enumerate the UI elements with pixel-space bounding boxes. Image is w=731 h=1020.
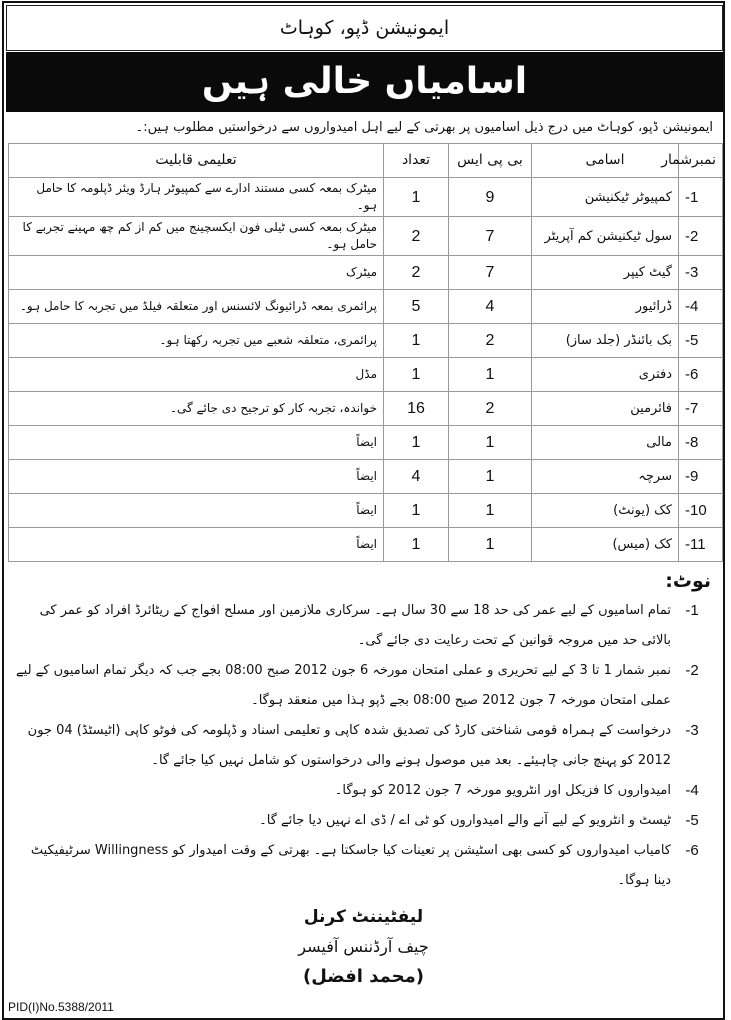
note-number: -2 — [685, 662, 699, 679]
count-cell: 1 — [384, 494, 449, 528]
post-cell: مالی — [532, 426, 679, 460]
count-cell: 4 — [384, 460, 449, 494]
bps-cell: 7 — [449, 256, 532, 290]
bps-cell: 2 — [449, 392, 532, 426]
serial-cell: -2 — [679, 217, 723, 256]
table-row — [9, 426, 723, 460]
count-cell: 1 — [384, 324, 449, 358]
header-qualification: تعلیمی قابلیت — [9, 144, 384, 178]
count-cell: 2 — [384, 217, 449, 256]
serial-cell: -4 — [679, 290, 723, 324]
pid-number: PID(I)No.5388/2011 — [8, 1000, 114, 1014]
post-cell: دفتری — [532, 358, 679, 392]
signatory-rank: لیفٹیننٹ کرنل — [303, 907, 424, 927]
qualification-cell: ایضاً — [9, 528, 384, 562]
serial-cell: -7 — [679, 392, 723, 426]
table-row — [9, 528, 723, 562]
post-cell: کک (یونٹ) — [532, 494, 679, 528]
note-number: -1 — [685, 602, 699, 619]
note-text: کامیاب امیدواروں کو کسی بھی اسٹیشن پر تعینات کیا جاسکتا ہے۔ بھرتی کے وقت امیدوار کو Willingness سرٹیفیکیٹ دینا ہوگا۔ — [30, 843, 671, 888]
table-row — [9, 217, 723, 256]
organization-title: ایمونیشن ڈپو، کوہاٹ — [6, 5, 723, 51]
bps-cell: 1 — [449, 460, 532, 494]
qualification-cell: ایضاً — [9, 460, 384, 494]
qualification-cell: میٹرک بمعہ کسی ٹیلی فون ایکسچینج میں کم از کم چھ مہینے تجربے کا حامل ہو۔ — [9, 217, 384, 256]
notes-heading: نوٹ: — [665, 570, 711, 592]
count-cell: 5 — [384, 290, 449, 324]
note-item — [12, 656, 713, 716]
serial-cell: -8 — [679, 426, 723, 460]
count-cell: 1 — [384, 426, 449, 460]
bps-cell: 4 — [449, 290, 532, 324]
serial-cell: -1 — [679, 178, 723, 217]
qualification-cell: پرائمری، متعلقہ شعبے میں تجربہ رکھتا ہو۔ — [9, 324, 384, 358]
note-number: -6 — [685, 842, 699, 859]
bps-cell: 7 — [449, 217, 532, 256]
signatory-designation: چیف آرڈننس آفیسر — [298, 937, 429, 956]
qualification-cell: میٹرک — [9, 256, 384, 290]
header-post: اسامی — [532, 144, 679, 178]
serial-cell: -6 — [679, 358, 723, 392]
serial-cell: -9 — [679, 460, 723, 494]
table-row — [9, 392, 723, 426]
header-serial: نمبرشمار — [679, 144, 723, 178]
serial-cell: -3 — [679, 256, 723, 290]
note-item — [12, 716, 713, 776]
note-number: -3 — [685, 722, 699, 739]
bps-cell: 2 — [449, 324, 532, 358]
bps-cell: 1 — [449, 528, 532, 562]
intro-text: ایمونیشن ڈپو، کوہاٹ میں درج ذیل اسامیوں پر بھرتی کے لیے اہل امیدواروں سے درخواستیں مطلوب ہیں:۔ — [135, 120, 713, 135]
advertisement-frame — [2, 1, 725, 1020]
note-item — [12, 776, 713, 806]
qualification-cell: ایضاً — [9, 494, 384, 528]
serial-cell: -5 — [679, 324, 723, 358]
header-count: تعداد — [384, 144, 449, 178]
note-text: درخواست کے ہمراہ قومی شناختی کارڈ کی تصدیق شدہ کاپی و تعلیمی اسناد و ڈپلومہ کی فوٹو کاپی (اٹیسٹڈ) 04 جون 2012 کو پہنچ جانی چاہیئے۔ بعد میں موصول ہونے والی درخواستوں کو شامل نہیں کیا جائے گا۔ — [27, 723, 671, 768]
note-text: امیدواروں کا فزیکل اور انٹرویو مورخہ 7 جون 2012 کو ہوگا۔ — [334, 783, 671, 798]
count-cell: 1 — [384, 358, 449, 392]
post-cell: سرچہ — [532, 460, 679, 494]
header-bps: بی پی ایس — [449, 144, 532, 178]
table-header-row — [9, 144, 723, 178]
post-cell: بک بائنڈر (جلد ساز) — [532, 324, 679, 358]
post-cell: ڈرائیور — [532, 290, 679, 324]
qualification-cell: میٹرک بمعہ کسی مستند ادارے سے کمپیوٹر ہارڈ ویئر ڈپلومہ کا حامل ہو۔ — [9, 178, 384, 217]
post-cell: فائرمین — [532, 392, 679, 426]
table-row — [9, 324, 723, 358]
note-number: -4 — [685, 782, 699, 799]
serial-cell: -10 — [679, 494, 723, 528]
qualification-cell: مڈل — [9, 358, 384, 392]
note-item — [12, 806, 713, 836]
signatory-name: (محمد افضل) — [302, 966, 425, 987]
bps-cell: 1 — [449, 494, 532, 528]
note-item — [12, 596, 713, 656]
serial-cell: -11 — [679, 528, 723, 562]
vacancies-table — [8, 143, 723, 562]
note-item — [12, 836, 713, 896]
table-row — [9, 358, 723, 392]
table-row — [9, 460, 723, 494]
qualification-cell: خواندہ، تجربہ کار کو ترجیح دی جائے گی۔ — [9, 392, 384, 426]
count-cell: 2 — [384, 256, 449, 290]
note-text: تمام اسامیوں کے لیے عمر کی حد 18 سے 30 سال ہے۔ سرکاری ملازمین اور مسلح افواج کے ریٹائرڈ افراد کو عمر کی بالائی حد میں مروجہ قوانین کے تحت رعایت دی جائے گی۔ — [39, 603, 671, 648]
notes-list — [12, 596, 713, 896]
qualification-cell: ایضاً — [9, 426, 384, 460]
bps-cell: 9 — [449, 178, 532, 217]
count-cell: 1 — [384, 528, 449, 562]
bps-cell: 1 — [449, 426, 532, 460]
count-cell: 16 — [384, 392, 449, 426]
table-row — [9, 290, 723, 324]
post-cell: کمپیوٹر ٹیکنیشن — [532, 178, 679, 217]
post-cell: گیٹ کیپر — [532, 256, 679, 290]
table-row — [9, 178, 723, 217]
post-cell: سول ٹیکنیشن کم آپریٹر — [532, 217, 679, 256]
bps-cell: 1 — [449, 358, 532, 392]
table-row — [9, 494, 723, 528]
vacancies-banner: اسامیاں خالی ہیں — [6, 52, 723, 112]
table-row — [9, 256, 723, 290]
note-text: ٹیسٹ و انٹرویو کے لیے آنے والے امیدواروں کو ٹی اے / ڈی اے نہیں دیا جائے گا۔ — [259, 813, 671, 828]
count-cell: 1 — [384, 178, 449, 217]
note-number: -5 — [685, 812, 699, 829]
qualification-cell: پرائمری بمعہ ڈرائیونگ لائسنس اور متعلقہ فیلڈ میں تجربہ کا حامل ہو۔ — [9, 290, 384, 324]
post-cell: کک (میس) — [532, 528, 679, 562]
note-text: نمبر شمار 1 تا 3 کے لیے تحریری و عملی امتحان مورخہ 6 جون 2012 صبح 08:00 بجے جب کہ دیگر تمام اسامیوں کے لیے عملی امتحان مورخہ 7 جون 2012 صبح 08:00 بجے ڈپو ہذا میں منعقد ہوگا۔ — [16, 663, 671, 708]
